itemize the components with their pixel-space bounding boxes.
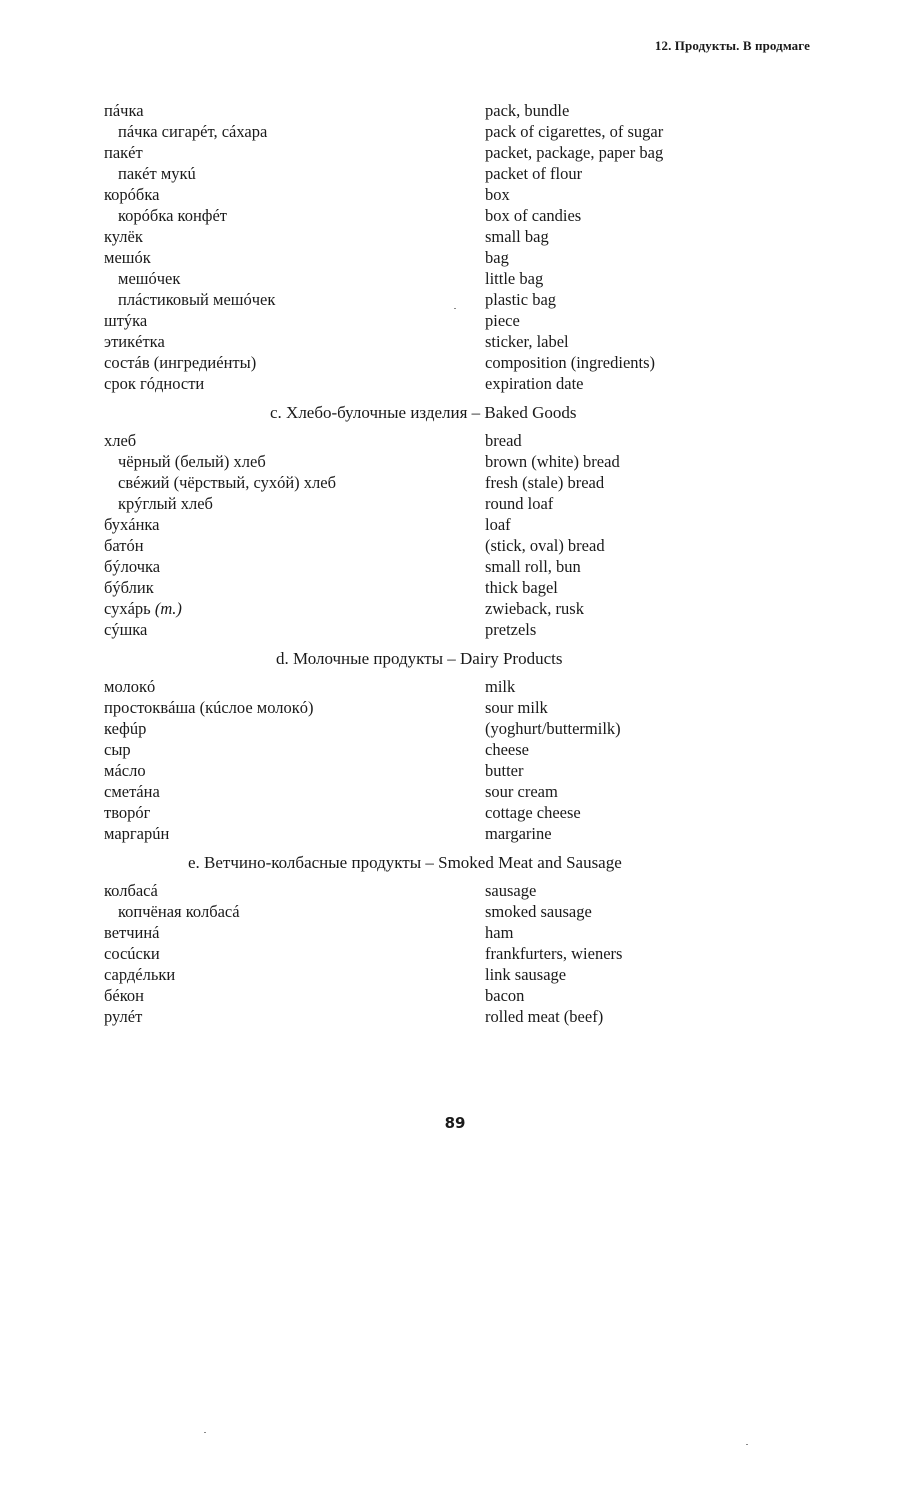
russian-term [104,205,485,226]
gender-note: (m.) [154,599,182,618]
russian-term [104,718,485,739]
english-translation: small bag [485,227,549,246]
scan-speck [204,1432,206,1433]
vocabulary-row [104,802,804,823]
russian-term-text: копчёная колбасá [118,902,240,921]
vocabulary-row [104,163,804,184]
english-translation: thick bagel [485,578,558,597]
vocabulary-row [104,577,804,598]
russian-term [104,247,485,268]
english-translation: packet, package, paper bag [485,143,664,162]
russian-term [104,760,485,781]
russian-term-text: бýблик [104,578,154,597]
vocabulary-row [104,697,804,718]
vocabulary-row [104,985,804,1006]
english-translation: brown (white) bread [485,452,620,471]
russian-term-text: батóн [104,536,144,555]
section-title-smoked-meat: e. Ветчино-колбасные продукты – Smoked Meat and Sausage [188,853,622,872]
russian-term-text: крýглый хлеб [118,494,213,513]
vocabulary-row [104,535,804,556]
russian-term [104,556,485,577]
vocabulary-row [104,964,804,985]
vocabulary-row [104,331,804,352]
vocabulary-row [104,493,804,514]
russian-term-text: мешóк [104,248,151,267]
russian-term [104,142,485,163]
scan-speck [454,308,456,309]
russian-term [104,964,485,985]
english-translation: bread [485,431,522,450]
russian-term [104,739,485,760]
russian-term-text: простоквáша (кúслое молокó) [104,698,314,717]
section-title-dairy-products: d. Молочные продукты – Dairy Products [276,649,563,668]
russian-term-text: штýка [104,311,148,330]
english-translation: smoked sausage [485,902,592,921]
russian-term-text: сметáна [104,782,160,801]
english-translation: ham [485,923,514,942]
russian-term [104,289,485,310]
russian-term-text: кефúр [104,719,147,738]
english-translation: margarine [485,824,552,843]
russian-term [104,823,485,844]
russian-term [104,577,485,598]
russian-term [104,430,485,451]
english-translation: expiration date [485,374,584,393]
vocabulary-row [104,943,804,964]
russian-term [104,184,485,205]
russian-term [104,802,485,823]
russian-term-text: пакéт [104,143,143,162]
english-translation: little bag [485,269,544,288]
section-title-baked-goods: c. Хлебо-булочные изделия – Baked Goods [270,403,577,422]
english-translation: piece [485,311,520,330]
russian-term [104,922,485,943]
russian-term-text: чёрный (белый) хлеб [118,452,266,471]
english-translation: milk [485,677,516,696]
vocabulary-block-containers [104,100,804,394]
english-translation: cottage cheese [485,803,581,822]
russian-term-text: пáчка [104,101,144,120]
russian-term-text: маргарúн [104,824,170,843]
russian-term [104,598,485,619]
russian-term-text: корóбка конфéт [118,206,228,225]
russian-term-text: колбасá [104,881,158,900]
vocabulary-row [104,619,804,640]
russian-term [104,619,485,640]
russian-term [104,100,485,121]
russian-term-text: бухáнка [104,515,160,534]
russian-term [104,514,485,535]
english-translation: box of candies [485,206,582,225]
vocabulary-row [104,676,804,697]
vocabulary-row [104,472,804,493]
vocabulary-row [104,922,804,943]
english-translation: sticker, label [485,332,569,351]
russian-term [104,310,485,331]
english-translation: sour milk [485,698,548,717]
russian-term [104,697,485,718]
vocabulary-row [104,247,804,268]
vocabulary-content [104,100,804,1027]
russian-term [104,451,485,472]
russian-term-text: сосúски [104,944,160,963]
vocabulary-row [104,514,804,535]
english-translation: packet of flour [485,164,583,183]
english-translation: (stick, oval) bread [485,536,605,555]
vocabulary-row [104,556,804,577]
russian-term [104,352,485,373]
english-translation: cheese [485,740,529,759]
russian-term-text: сухáрь [104,599,151,618]
vocabulary-row [104,184,804,205]
russian-term-text: срок гóдности [104,374,205,393]
vocabulary-row [104,268,804,289]
english-translation: bag [485,248,509,267]
russian-term-text: сардéльки [104,965,176,984]
russian-term [104,331,485,352]
russian-term-text: сýшка [104,620,148,639]
vocabulary-row [104,373,804,394]
russian-term [104,472,485,493]
russian-term-text: творóг [104,803,151,822]
russian-term-text: корóбка [104,185,160,204]
russian-term-text: плáстиковый мешóчек [118,290,276,309]
vocabulary-block-dairy-products [104,676,804,844]
vocabulary-row [104,1006,804,1027]
english-translation: pack, bundle [485,101,570,120]
russian-term-text: мáсло [104,761,146,780]
english-translation: pretzels [485,620,537,639]
english-translation: small roll, bun [485,557,581,576]
vocabulary-row [104,823,804,844]
vocabulary-row [104,880,804,901]
russian-term [104,781,485,802]
russian-term [104,493,485,514]
russian-term [104,373,485,394]
vocabulary-row [104,430,804,451]
vocabulary-block-baked-goods [104,430,804,640]
russian-term [104,226,485,247]
russian-term [104,121,485,142]
english-translation: loaf [485,515,511,534]
russian-term [104,163,485,184]
vocabulary-row [104,100,804,121]
vocabulary-row [104,121,804,142]
vocabulary-row [104,142,804,163]
russian-term-text: состáв (ингредиéнты) [104,353,257,372]
russian-term [104,676,485,697]
english-translation: butter [485,761,524,780]
russian-term-text: молокó [104,677,156,696]
vocabulary-row [104,205,804,226]
russian-term-text: сыр [104,740,131,759]
vocabulary-row [104,451,804,472]
russian-term-text: пáчка сигарéт, сáхара [118,122,268,141]
russian-term [104,535,485,556]
english-translation: link sausage [485,965,567,984]
english-translation: round loaf [485,494,554,513]
vocabulary-row [104,781,804,802]
english-translation: composition (ingredients) [485,353,656,372]
russian-term [104,1006,485,1027]
russian-term [104,943,485,964]
russian-term-text: хлеб [104,431,137,450]
russian-term [104,880,485,901]
vocabulary-row [104,352,804,373]
english-translation: rolled meat (beef) [485,1007,604,1026]
scan-speck [746,1444,748,1445]
russian-term-text: мешóчек [118,269,181,288]
vocabulary-row [104,289,804,310]
vocabulary-row [104,226,804,247]
russian-term-text: свéжий (чёрствый, сухóй) хлеб [118,473,336,492]
vocabulary-row [104,901,804,922]
page-number: 89 [444,1114,466,1132]
vocabulary-row [104,760,804,781]
russian-term-text: бýлочка [104,557,161,576]
english-translation: frankfurters, wieners [485,944,623,963]
running-head: 12. Продукты. В продмаге [654,38,810,53]
english-translation: bacon [485,986,525,1005]
russian-term-text: кулёк [104,227,143,246]
vocabulary-row [104,739,804,760]
vocabulary-row [104,310,804,331]
english-translation: box [485,185,510,204]
english-translation: sour cream [485,782,558,801]
english-translation: zwieback, rusk [485,599,584,618]
english-translation: sausage [485,881,537,900]
english-translation: plastic bag [485,290,557,309]
english-translation: (yoghurt/buttermilk) [485,719,621,738]
vocabulary-block-smoked-meat [104,880,804,1027]
english-translation: pack of cigarettes, of sugar [485,122,664,141]
russian-term-text: рулéт [104,1007,143,1026]
english-translation: fresh (stale) bread [485,473,605,492]
russian-term-text: бéкон [104,986,144,1005]
vocabulary-row [104,718,804,739]
russian-term-text: пакéт мукú [118,164,196,183]
russian-term [104,901,485,922]
vocabulary-row [104,598,804,619]
russian-term [104,268,485,289]
russian-term-text: этикéтка [104,332,165,351]
russian-term [104,985,485,1006]
russian-term-text: ветчинá [104,923,160,942]
